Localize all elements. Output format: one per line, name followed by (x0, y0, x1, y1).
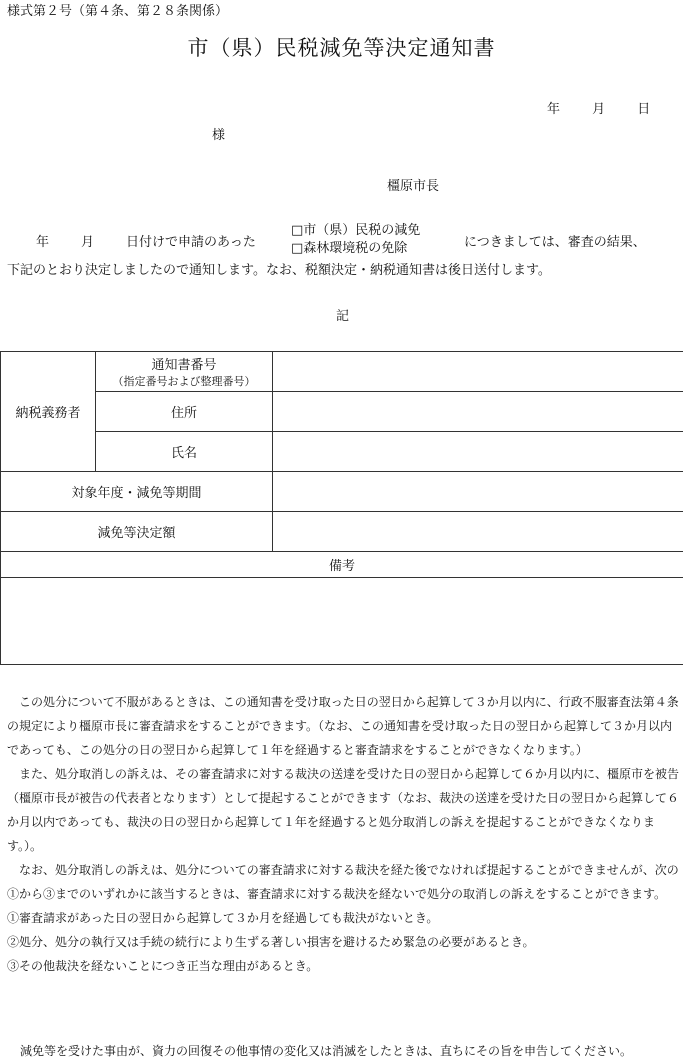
option-municipal-tax-reduction[interactable]: □市（県）民税の減免 (291, 219, 420, 238)
note-paragraph: この処分について不服があるときは、この通知書を受け取った日の翌日から起算して３か月以内に、行政不服審査法第４条の規定により橿原市長に審査請求をすることができます。（なお、この通知書を受け取った日の翌日から起算して３か月以内であっても、この処分の日の翌日から起算して１年を経過すると審査請求をすることができなくなります。） (7, 690, 679, 762)
remarks-label: 備考 (1, 552, 683, 578)
request-tail: につきましては、審査の結果、 (464, 231, 646, 250)
request-month: 月 (81, 231, 94, 250)
issue-date: 年 月 日 (547, 98, 650, 117)
note-paragraph: また、処分取消しの訴えは、その審査請求に対する裁決の送達を受けた日の翌日から起算して６か月以内に、橿原市を被告（橿原市長が被告の代表者となります）として提起することができます（なお、裁決の送達を受けた日の翌日から起算して６か月以内であっても、裁決の日の翌日から起算して１年を経過すると処分取消しの訴えを提起することができなくなります。）。 (7, 762, 679, 858)
amount-field[interactable] (273, 512, 683, 552)
document-title: 市（県）民税減免等決定通知書 (0, 32, 683, 62)
address-label: 住所 (96, 392, 273, 432)
appeal-notes (7, 690, 679, 978)
period-label: 対象年度・減免等期間 (1, 472, 273, 512)
form-number: 様式第２号（第４条、第２８条関係） (7, 0, 228, 19)
note-item: ③その他裁決を経ないことにつき正当な理由があるとき。 (7, 954, 679, 978)
name-field[interactable] (273, 432, 683, 472)
request-text: 日付けで申請のあった (126, 231, 256, 250)
ki-marker: 記 (336, 305, 349, 324)
amount-label: 減免等決定額 (1, 512, 273, 552)
decision-statement: 下記のとおり決定しましたので通知します。なお、税額決定・納税通知書は後日送付します。 (7, 259, 551, 278)
request-year: 年 (36, 231, 49, 250)
notice-number-field[interactable] (273, 352, 683, 392)
taxpayer-label: 納税義務者 (1, 352, 96, 472)
details-table (0, 351, 683, 665)
remarks-field[interactable] (1, 578, 683, 665)
notice-number-sublabel: （指定番号および整理番号） (96, 373, 272, 389)
option-forest-tax-exemption[interactable]: □森林環境税の免除 (291, 237, 407, 256)
name-label: 氏名 (96, 432, 273, 472)
note-paragraph: なお、処分取消しの訴えは、処分についての審査請求に対する裁決を経た後でなければ提起することができませんが、次の①から③までのいずれかに該当するときは、審査請求に対する裁決を経ないで処分の取消しの訴えをすることができます。 (7, 858, 679, 906)
final-note: 減免等を受けた事由が、資力の回復その他事情の変化又は消滅をしたときは、直ちにその旨を申告してください。 (20, 1042, 632, 1059)
note-item: ①審査請求があった日の翌日から起算して３か月を経過しても裁決がないとき。 (7, 906, 679, 930)
period-field[interactable] (273, 472, 683, 512)
notice-number-label: 通知書番号 （指定番号および整理番号） (96, 352, 273, 392)
address-field[interactable] (273, 392, 683, 432)
addressee-suffix: 様 (212, 124, 225, 143)
note-item: ②処分、処分の執行又は手続の続行により生ずる著しい損害を避けるため緊急の必要があるとき。 (7, 930, 679, 954)
issuer: 橿原市長 (387, 175, 439, 194)
